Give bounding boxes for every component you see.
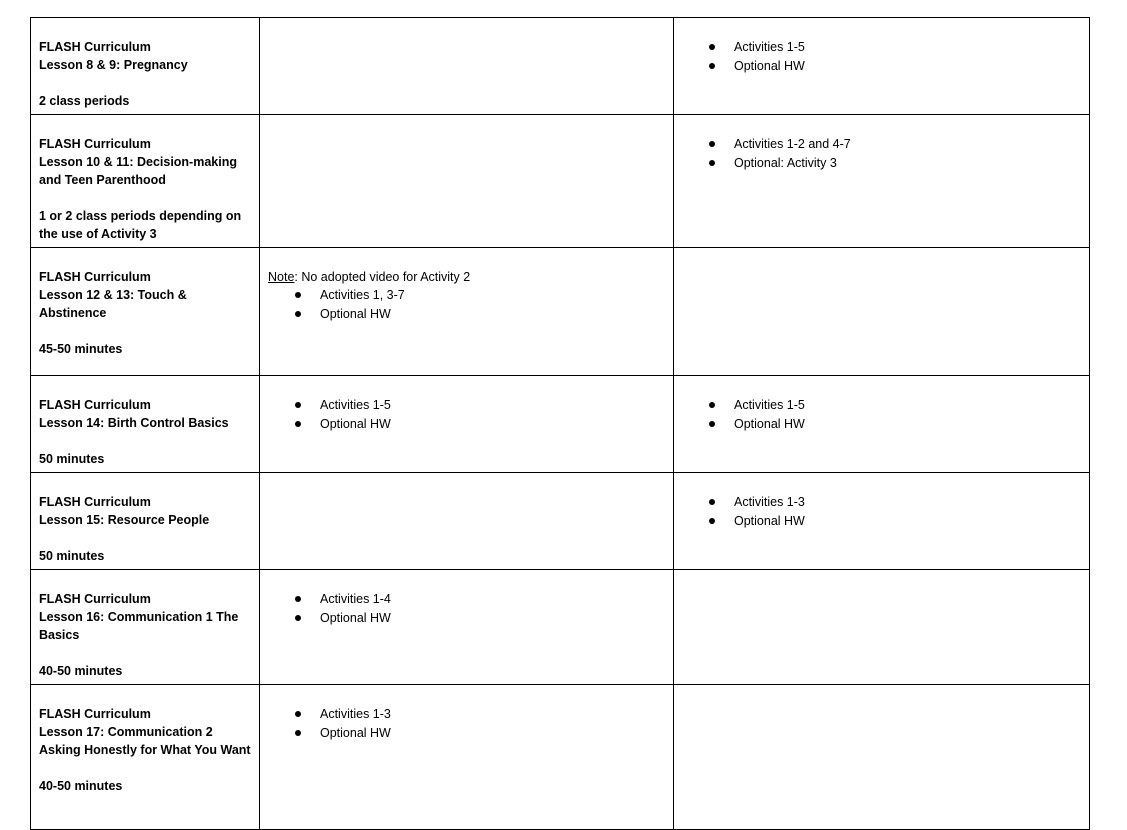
activities-cell-col3 <box>674 18 1090 115</box>
activity-list <box>682 493 1081 530</box>
lesson-title <box>39 705 251 759</box>
lesson-title <box>39 493 251 529</box>
list-item: Optional HW <box>734 415 1081 433</box>
lesson-title <box>39 38 251 74</box>
lesson-name: Lesson 10 & 11: Decision-making and Teen Parenthood <box>39 155 237 187</box>
list-item: Optional HW <box>320 724 665 742</box>
table-row <box>31 685 1090 830</box>
curriculum-name: FLASH Curriculum <box>39 592 151 606</box>
activities-cell-col3 <box>674 685 1090 830</box>
activity-list <box>268 590 665 627</box>
list-item: Activities 1-5 <box>734 38 1081 56</box>
activities-cell-col3 <box>674 115 1090 248</box>
note-text: : No adopted video for Activity 2 <box>294 270 471 284</box>
activities-cell-col2 <box>260 376 674 473</box>
curriculum-name: FLASH Curriculum <box>39 398 151 412</box>
list-item: Activities 1, 3-7 <box>320 286 665 304</box>
lesson-name: Lesson 17: Communication 2 Asking Honestly for What You Want <box>39 725 251 757</box>
curriculum-name: FLASH Curriculum <box>39 495 151 509</box>
lesson-name: Lesson 15: Resource People <box>39 513 210 527</box>
lesson-title <box>39 590 251 644</box>
activities-cell-col3 <box>674 248 1090 376</box>
activity-list <box>268 286 665 323</box>
activities-cell-col2 <box>260 115 674 248</box>
list-item: Optional HW <box>320 305 665 323</box>
activity-list <box>268 705 665 742</box>
lesson-duration: 40-50 minutes <box>39 779 123 793</box>
table-row <box>31 570 1090 685</box>
lesson-cell <box>31 473 260 570</box>
activities-cell-col3 <box>674 473 1090 570</box>
lesson-title <box>39 268 251 322</box>
list-item: Activities 1-5 <box>734 396 1081 414</box>
list-item: Optional HW <box>320 609 665 627</box>
activities-cell-col2 <box>260 18 674 115</box>
lesson-cell <box>31 248 260 376</box>
curriculum-name: FLASH Curriculum <box>39 270 151 284</box>
curriculum-name: FLASH Curriculum <box>39 40 151 54</box>
activities-cell-col2 <box>260 570 674 685</box>
activities-cell-col3 <box>674 376 1090 473</box>
table-row <box>31 376 1090 473</box>
lesson-duration: 2 class periods <box>39 94 130 108</box>
list-item: Optional HW <box>734 512 1081 530</box>
lesson-duration: 45-50 minutes <box>39 342 123 356</box>
lesson-duration: 40-50 minutes <box>39 664 123 678</box>
note <box>268 268 665 286</box>
activity-list <box>268 396 665 433</box>
curriculum-name: FLASH Curriculum <box>39 137 151 151</box>
list-item: Activities 1-5 <box>320 396 665 414</box>
lesson-cell <box>31 685 260 830</box>
lesson-name: Lesson 16: Communication 1 The Basics <box>39 610 239 642</box>
list-item: Activities 1-4 <box>320 590 665 608</box>
list-item: Optional HW <box>320 415 665 433</box>
curriculum-table <box>30 17 1090 830</box>
lesson-cell <box>31 18 260 115</box>
activities-cell-col2 <box>260 473 674 570</box>
curriculum-table-body <box>31 18 1090 830</box>
activity-list <box>682 135 1081 172</box>
table-row <box>31 248 1090 376</box>
curriculum-name: FLASH Curriculum <box>39 707 151 721</box>
activities-cell-col3 <box>674 570 1090 685</box>
lesson-name: Lesson 12 & 13: Touch & Abstinence <box>39 288 187 320</box>
note-label: Note <box>268 270 295 284</box>
lesson-duration: 50 minutes <box>39 452 105 466</box>
lesson-cell <box>31 376 260 473</box>
list-item: Activities 1-3 <box>320 705 665 723</box>
list-item: Optional: Activity 3 <box>734 154 1081 172</box>
lesson-title <box>39 135 251 189</box>
lesson-duration: 1 or 2 class periods depending on the use of Activity 3 <box>39 209 242 241</box>
lesson-title <box>39 396 251 432</box>
activity-list <box>682 396 1081 433</box>
lesson-name: Lesson 14: Birth Control Basics <box>39 416 229 430</box>
table-row <box>31 115 1090 248</box>
list-item: Activities 1-2 and 4-7 <box>734 135 1081 153</box>
lesson-cell <box>31 115 260 248</box>
table-row <box>31 473 1090 570</box>
activity-list <box>682 38 1081 75</box>
list-item: Activities 1-3 <box>734 493 1081 511</box>
list-item: Optional HW <box>734 57 1081 75</box>
activities-cell-col2 <box>260 248 674 376</box>
lesson-name: Lesson 8 & 9: Pregnancy <box>39 58 188 72</box>
lesson-cell <box>31 570 260 685</box>
activities-cell-col2 <box>260 685 674 830</box>
table-row <box>31 18 1090 115</box>
lesson-duration: 50 minutes <box>39 549 105 563</box>
